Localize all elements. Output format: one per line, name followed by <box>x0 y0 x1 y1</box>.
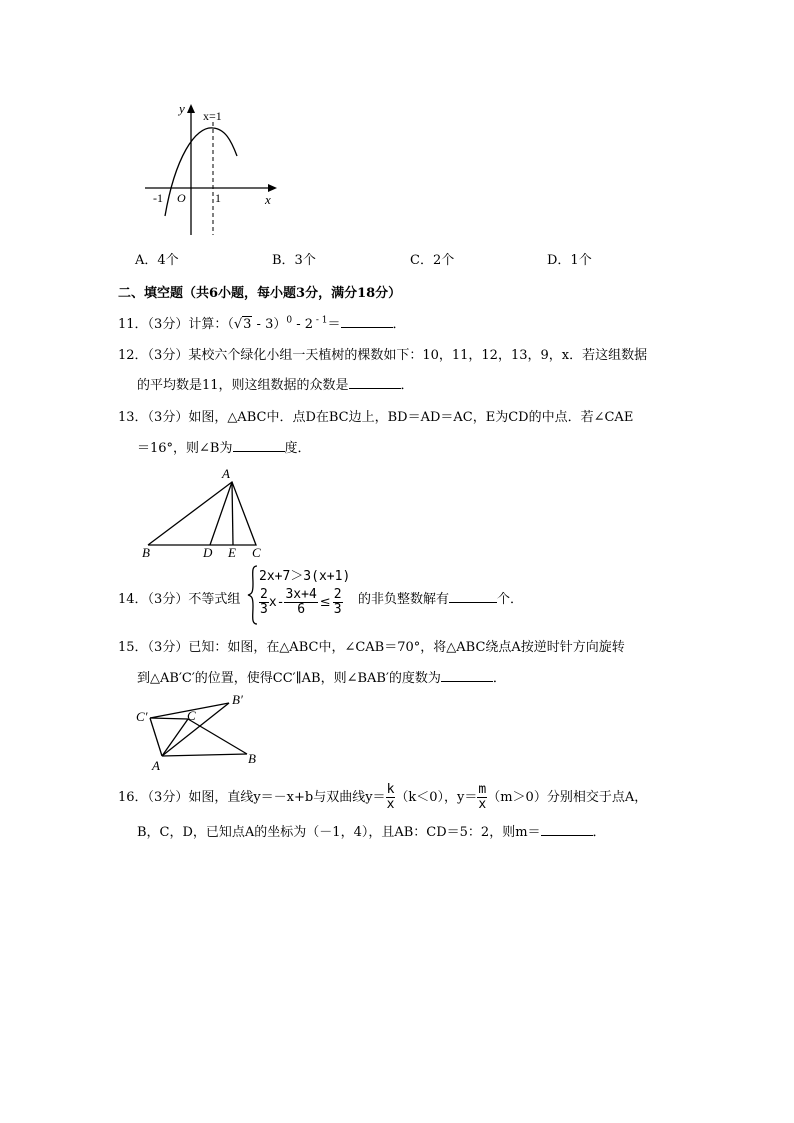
answer-blank-12[interactable] <box>349 376 401 389</box>
question-13-line1: 13．（3分）如图，△ABC中．点D在BC边上，BD＝AD＝AC，E为CD的中点．若∠CAE <box>118 410 634 425</box>
question-16-line1: 16．（3分）如图，直线y＝－x+b与双曲线y＝ $\frac{k}{x}$ （k＜0），y＝ $\frac{m}{x}$ （m＞0）分别相交于点A， <box>118 782 648 812</box>
question-12-line2: 的平均数是11，则这组数据的众数是 ． <box>137 378 414 393</box>
triangle-abc-figure <box>136 464 276 560</box>
graph-1-label: 1 <box>215 191 221 205</box>
system-brace <box>247 564 259 626</box>
inequality-1: 2x+7＞3(x+1) <box>259 569 351 584</box>
parabola-graph <box>135 98 285 238</box>
fig15-label-b: B <box>248 751 256 766</box>
option-b: B．3个 <box>272 253 316 268</box>
question-15-line1: 15．（3分）已知：如图，在△ABC中，∠CAB＝70°，将△ABC绕点A按逆时针方向旋转 <box>118 640 625 655</box>
question-16-line2: B，C，D，已知点A的坐标为（－1，4），且AB：CD＝5：2，则m＝ ． <box>137 825 606 840</box>
graph-origin-label: O <box>177 191 186 205</box>
answer-blank-15[interactable] <box>441 669 493 682</box>
fig13-label-d: D <box>203 545 213 560</box>
inequality-2: $\frac{2}{3}$ x- $\frac{3x+4}{6}$ ≤ $\frac{2}{3}$ <box>260 587 342 617</box>
fig15-label-c: C <box>187 708 196 723</box>
fig13-label-e: E <box>228 545 236 560</box>
fig13-label-c: C <box>252 545 261 560</box>
answer-blank-11[interactable] <box>341 315 393 328</box>
question-11: 11．（3分）计算：（√3 - 3）$^0$ - 2 $^{- 1}$＝ ． <box>118 315 406 332</box>
fig15-label-a: A <box>152 758 160 773</box>
question-15-line2: 到△AB′C′的位置，使得CC′∥AB，则∠BAB′的度数为 ． <box>137 671 506 686</box>
fig15-label-bprime: B′ <box>232 692 243 707</box>
option-a: A．4个 <box>135 253 179 268</box>
fig13-label-a: A <box>222 466 230 481</box>
question-13-line2: ＝16°，则∠B为 度． <box>137 441 311 456</box>
fig15-label-cprime: C′ <box>136 709 148 724</box>
answer-blank-16[interactable] <box>541 823 593 836</box>
fig13-label-b: B <box>142 545 150 560</box>
graph-x-label: x <box>265 192 271 207</box>
graph-neg1-label: -1 <box>153 191 163 205</box>
option-c: C．2个 <box>410 253 455 268</box>
graph-y-label: y <box>179 101 185 116</box>
rotation-figure <box>134 690 274 774</box>
answer-blank-14[interactable] <box>449 590 497 603</box>
question-14-suffix: 的非负整数解有 个． <box>358 592 524 607</box>
answer-blank-13[interactable] <box>233 439 285 452</box>
section-title: 二、填空题（共6小题，每小题3分，满分18分） <box>118 286 402 301</box>
graph-axis-label: x=1 <box>203 109 222 123</box>
question-14-prefix: 14．（3分）不等式组 <box>118 592 241 607</box>
option-d: D．1个 <box>547 253 592 268</box>
question-12-line1: 12．（3分）某校六个绿化小组一天植树的棵数如下：10，11，12，13，9，x．若这组数据 <box>118 348 648 363</box>
